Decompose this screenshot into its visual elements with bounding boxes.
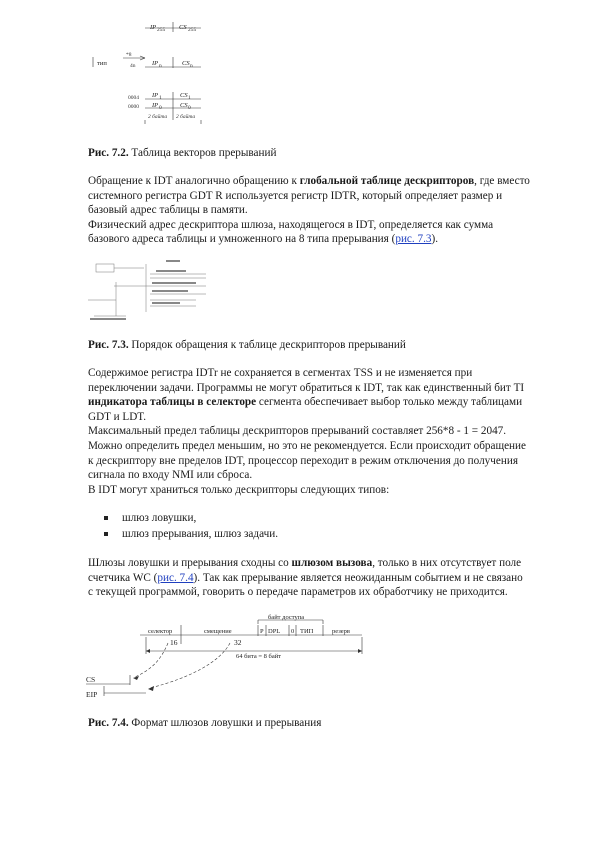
fig74-total-label: 64 бита = 8 байт (236, 653, 282, 660)
fig72-caption-text: Таблица векторов прерываний (128, 147, 277, 159)
p2-line7: к дескриптору вне пределов IDT, процессор переходит в режим отключения до получения (88, 454, 518, 467)
fig74-field-type: ТИП (300, 628, 314, 635)
link-fig-7-3[interactable]: рис. 7.3 (395, 233, 432, 246)
p1-line1-post: , где вместо (474, 175, 530, 187)
fig72-row0-ip-sub: 0 (159, 105, 162, 111)
list-item (100, 511, 278, 527)
p1-line5-post: ). (431, 233, 438, 246)
list-item-text: шлюз ловушки, (122, 512, 197, 524)
p1-term-gdt: глобальной таблице дескрипторов (299, 175, 475, 187)
fig72-bytes-right: 2 байта (176, 114, 196, 120)
p2-line6: Можно определить предел меньшим, но это не рекомендуется. Если происходит обращение (88, 439, 526, 452)
p3-line3: с текущей программой, говорить о передаче параметров их обработчику не приходится. (88, 586, 508, 599)
fig72-top-cs-sub: 255 (188, 27, 197, 33)
fig74-field-reserved: резерв (332, 628, 350, 635)
fig72-top-ip: IP (150, 24, 157, 31)
p1-line1-pre: Обращение к IDT аналогично обращению к (88, 175, 300, 187)
p2-line3-post: сегмента обеспечивает выбор только между таблицами (256, 396, 523, 409)
fig73-caption-text: Порядок обращения к таблице дескрипторов прерываний (128, 339, 406, 351)
p2-line5: Максимальный предел таблицы дескрипторов прерываний составляет 256*8 - 1 = 2047. (88, 425, 507, 438)
fig73-caption-num: Рис. 7.3. (88, 339, 129, 351)
p3-line1-pre: Шлюзы ловушки и прерывания сходны со (88, 557, 292, 569)
p2-line4: GDT и LDT. (88, 410, 147, 423)
p3-term-call-gate: шлюзом вызова (291, 557, 373, 569)
fig72-mid-cs-sub: n (190, 63, 193, 69)
bullet-icon (104, 532, 108, 536)
p2-term-ti: индикатора таблицы в селекторе (88, 396, 257, 409)
fig74-reg-cs: CS (86, 675, 96, 684)
figure-7-3-caption (88, 338, 558, 353)
fig72-caption-num: Рис. 7.2. (88, 147, 129, 159)
fig72-row0-cs: CS (180, 102, 188, 109)
p1-line2: системного регистра GDT R используется регистр IDTR, который определяет размер и (88, 189, 503, 202)
fig74-caption-text: Формат шлюзов ловушки и прерывания (128, 717, 322, 729)
fig72-mid-ip-sub: n (159, 63, 162, 69)
fig74-field-zero: 0 (291, 628, 295, 635)
link-fig-7-4[interactable]: рис. 7.4 (157, 571, 194, 584)
p2-line2: переключении задачи. Программы не могут обратиться к IDT, так как единственный бит TI (88, 381, 525, 394)
fig72-addr-0000: 0000 (128, 104, 139, 110)
fig72-arrow-top: *8 (126, 52, 132, 58)
figure-7-4-diagram (80, 610, 380, 700)
fig74-reg-eip: EIP (86, 690, 98, 699)
paragraph-gate-format (88, 556, 558, 600)
p3-line2-post: ). Так как прерывание является неожиданным событием и не связано (193, 571, 523, 584)
fig72-top-ip-sub: 255 (157, 27, 166, 33)
fig72-mid-cs: CS (182, 60, 190, 67)
list-item-text: шлюз прерывания, шлюз задачи. (122, 528, 279, 540)
figure-7-2-caption (88, 146, 558, 161)
paragraph-idt-access (88, 174, 558, 247)
figure-7-3-diagram (86, 256, 216, 322)
p1-line3: базовый адрес таблицы в памяти. (88, 204, 248, 217)
fig74-field-selector: селектор (148, 628, 173, 635)
figure-7-4-caption (88, 716, 558, 731)
p2-line9: В IDT могут храниться только дескрипторы следующих типов: (88, 483, 390, 496)
fig72-row0-ip: IP (152, 102, 159, 109)
fig72-row1-cs-sub: 1 (188, 95, 191, 101)
fig74-caption-num: Рис. 7.4. (88, 717, 129, 729)
fig74-field-offset: смещение (204, 628, 232, 635)
fig72-arrow-bot: 4n (130, 63, 136, 69)
fig72-mid-ip: IP (152, 60, 159, 67)
p2-line1: Содержимое регистра IDTr не сохраняется в сегментах TSS и не изменяется при (88, 367, 473, 379)
fig74-field-dpl: DPL (268, 628, 281, 635)
bullet-icon (104, 516, 108, 520)
fig72-bytes-left: 2 байта (148, 114, 168, 120)
fig72-row0-cs-sub: 0 (188, 105, 191, 111)
p3-line1-post: , только в них отсутствует поле (372, 557, 522, 569)
p1-line4: Физический адрес дескриптора шлюза, находящегося в IDT, определяется как сумма (88, 218, 494, 231)
p3-line2-pre: счетчика WC ( (88, 571, 158, 584)
p1-line5-pre: базового адреса таблицы и умноженного на 8 типа прерывания ( (88, 233, 396, 246)
fig72-type-label: тип (97, 60, 107, 67)
p2-line8: сигнала по входу NMI или сброса. (88, 469, 253, 482)
fig72-row1-cs: CS (180, 92, 188, 99)
fig72-row1-ip: IP (152, 92, 159, 99)
fig74-width-32: 32 (234, 638, 242, 647)
fig74-width-16: 16 (170, 638, 178, 647)
list-item (100, 527, 278, 543)
fig72-top-cs: CS (179, 24, 187, 31)
fig74-access-byte-label: байт доступа (268, 614, 305, 621)
fig74-field-p: P (260, 628, 264, 635)
figure-7-2-diagram (88, 20, 248, 132)
fig72-addr-0004: 0004 (128, 95, 139, 101)
descriptor-type-list (100, 511, 278, 543)
paragraph-idt-limits (88, 366, 558, 497)
fig72-row1-ip-sub: 1 (159, 95, 162, 101)
